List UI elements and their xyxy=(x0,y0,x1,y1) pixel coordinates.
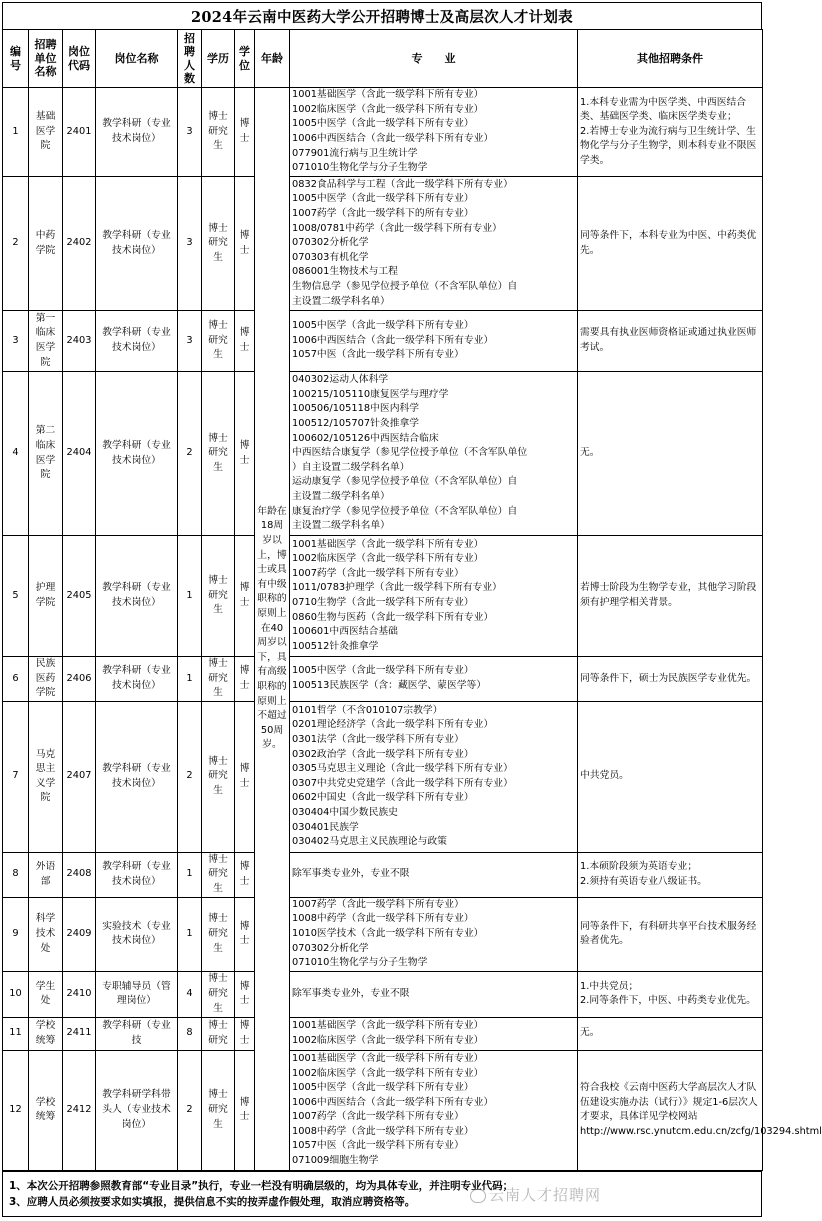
major-line: 070302分析化学 xyxy=(292,942,369,954)
cell-unit: 第一临床医学院 xyxy=(29,311,63,372)
cell-code: 2406 xyxy=(63,657,96,702)
major-line: 1005中医学（含此一级学科下所有专业） xyxy=(292,118,474,130)
cell-major xyxy=(290,897,578,971)
major-line: 除军事类专业外，专业不限 xyxy=(292,868,410,880)
cell-code: 2411 xyxy=(63,1017,96,1050)
cell-no: 4 xyxy=(3,372,29,536)
major-line: 1005中医学（含此一级学科下所有专业） xyxy=(292,193,474,205)
cell-no: 9 xyxy=(3,897,29,971)
cell-degree: 博士 xyxy=(235,701,255,852)
cell-degree: 博士 xyxy=(235,311,255,372)
table-row xyxy=(3,701,763,852)
cell-code: 2410 xyxy=(63,971,96,1017)
major-line: 0602中国史（含此一级学科下所有专业） xyxy=(292,792,474,804)
major-line: 1002临床医学（含此一级学科下所有专业） xyxy=(292,553,484,565)
major-line: 100215/105110康复医学与理疗学 xyxy=(292,388,449,400)
major-line: 1008中药学（含此一级学科下所有专业） xyxy=(292,1125,474,1137)
cell-post: 教学科研（专业技术岗位） xyxy=(96,852,178,897)
major-line: 1007药学（含此一级学科下的所有专业） xyxy=(292,208,474,220)
cell-no: 7 xyxy=(3,701,29,852)
header-age: 年龄 xyxy=(255,30,290,88)
major-line: 1006中西医结合（含此一级学科下所有专业） xyxy=(292,334,494,346)
header-cond: 其他招聘条件 xyxy=(578,30,763,88)
cell-no: 1 xyxy=(3,88,29,177)
cell-major xyxy=(290,88,578,177)
cell-code: 2412 xyxy=(63,1050,96,1170)
cell-post: 教学科研学科带头人（专业技术岗位） xyxy=(96,1050,178,1170)
major-line: 1011/0783护理学（含此一级学科下所有专业） xyxy=(292,582,502,594)
cell-count: 3 xyxy=(178,311,202,372)
cell-count: 2 xyxy=(178,1050,202,1170)
cell-edu: 博士研究生 xyxy=(202,536,235,657)
cell-post: 教学科研（专业技术岗位） xyxy=(96,177,178,311)
major-line: 0302政治学（含此一级学科下所有专业） xyxy=(292,748,474,760)
cell-no: 5 xyxy=(3,536,29,657)
cell-unit: 马克思主义学院 xyxy=(29,701,63,852)
cell-degree: 博士 xyxy=(235,1050,255,1170)
major-line: 100602/105126中西医结合临床 xyxy=(292,432,439,444)
cell-no: 8 xyxy=(3,852,29,897)
table-row xyxy=(3,372,763,536)
cell-major xyxy=(290,971,578,1017)
major-line: 1006中西医结合（含此一级学科下所有专业） xyxy=(292,133,494,144)
header-no: 编号 xyxy=(3,30,29,88)
cell-no: 10 xyxy=(3,971,29,1017)
cell-post: 教学科研（专业技术岗位） xyxy=(96,88,178,177)
cell-unit: 学生处 xyxy=(29,971,63,1017)
cell-degree: 博士 xyxy=(235,852,255,897)
cell-post: 教学科研（专业技术岗位） xyxy=(96,701,178,852)
major-line: 1001基础医学（含此一级学科下所有专业） xyxy=(292,89,484,101)
table-row xyxy=(3,971,763,1017)
cell-code: 2402 xyxy=(63,177,96,311)
major-line: 0301法学（含此一级学科下所有专业） xyxy=(292,734,464,745)
cell-count: 3 xyxy=(178,88,202,177)
cell-degree: 博士 xyxy=(235,897,255,971)
cell-degree: 博士 xyxy=(235,372,255,536)
cell-unit: 学校统筹 xyxy=(29,1017,63,1050)
table-row xyxy=(3,657,763,702)
cell-count: 1 xyxy=(178,897,202,971)
major-line: 030401民族学 xyxy=(292,821,359,833)
cell-unit: 民族医药学院 xyxy=(29,657,63,702)
cell-major xyxy=(290,657,578,702)
cell-cond: 同等条件下，本科专业为中医、中药类优先。 xyxy=(578,177,763,311)
cell-cond: 中共党员。 xyxy=(578,701,763,852)
cell-edu: 博士研究生 xyxy=(202,701,235,852)
cell-major xyxy=(290,311,578,372)
major-line: 中西医结合康复学（参见学位授予单位（不含军队单位 xyxy=(292,447,528,459)
major-line: 1005中医学（含此一级学科下所有专业） xyxy=(292,320,474,332)
cell-count: 1 xyxy=(178,536,202,657)
major-line: 100513民族医学（含：藏医学、蒙医学等） xyxy=(292,679,487,691)
cell-post: 专职辅导员（管理岗位） xyxy=(96,971,178,1017)
major-line: 071010生物化学与分子生物学 xyxy=(292,957,428,969)
cell-post: 教学科研（专业技 xyxy=(96,1017,178,1050)
cell-post: 实验技术（专业技术岗位） xyxy=(96,897,178,971)
major-line: 070302分析化学 xyxy=(292,237,369,249)
cell-unit: 科学技术处 xyxy=(29,897,63,971)
major-line: 086001生物技术与工程 xyxy=(292,266,398,278)
header-code: 岗位代码 xyxy=(63,30,96,88)
table-row xyxy=(3,177,763,311)
cell-major xyxy=(290,701,578,852)
major-line: 1001基础医学（含此一级学科下所有专业） xyxy=(292,1020,484,1032)
major-line: 071010生物化学与分子生物学 xyxy=(292,162,428,174)
cell-edu: 博士研究生 xyxy=(202,311,235,372)
major-line: 1005中医学（含此一级学科下所有专业） xyxy=(292,1082,474,1094)
major-line: 1007药学（含此一级学科下所有专业） xyxy=(292,1111,464,1123)
major-line: 康复治疗学（参见学位授予单位（不含军队单位）自 xyxy=(292,505,518,517)
cell-count: 2 xyxy=(178,701,202,852)
major-line: 1002临床医学（含此一级学科下所有专业） xyxy=(292,1034,484,1046)
cell-major xyxy=(290,1017,578,1050)
cell-edu: 博士研究生 xyxy=(202,88,235,177)
cell-degree: 博士 xyxy=(235,971,255,1017)
cell-code: 2403 xyxy=(63,311,96,372)
cell-no: 11 xyxy=(3,1017,29,1050)
cell-no: 2 xyxy=(3,177,29,311)
cell-edu: 博士研究生 xyxy=(202,177,235,311)
footer-note-1: 1、本次公开招聘参照教育部“专业目录”执行，专业一栏没有明确层级的，均为具体专业，并注明专业代码； xyxy=(9,1180,514,1192)
major-line: 0101哲学（不含010107宗教学） xyxy=(292,704,443,716)
major-line: 运动康复学（参见学位授予单位（不含军队单位）自 xyxy=(292,476,518,488)
cell-major xyxy=(290,852,578,897)
table-row xyxy=(3,311,763,372)
cell-post: 教学科研（专业技术岗位） xyxy=(96,657,178,702)
cell-unit: 基础医学院 xyxy=(29,88,63,177)
cell-edu: 博士研究生 xyxy=(202,1050,235,1170)
major-line: 1001基础医学（含此一级学科下所有专业） xyxy=(292,538,484,550)
major-line: 除军事类专业外，专业不限 xyxy=(292,987,410,999)
major-line: 1002临床医学（含此一级学科下所有专业） xyxy=(292,103,484,115)
major-line: 030404中国少数民族史 xyxy=(292,806,398,818)
major-line: 1057中医（含此一级学科下所有专业） xyxy=(292,1140,464,1152)
cell-unit: 中药学院 xyxy=(29,177,63,311)
table-body xyxy=(3,88,822,1171)
cell-degree: 博士 xyxy=(235,1017,255,1050)
major-line: 1008中药学（含此一级学科下所有专业） xyxy=(292,913,474,925)
cell-code: 2407 xyxy=(63,701,96,852)
cell-post: 教学科研（专业技术岗位） xyxy=(96,372,178,536)
cell-cond: 无。 xyxy=(578,1017,763,1050)
header-edu: 学历 xyxy=(202,30,235,88)
header-row xyxy=(3,30,763,88)
major-line: 100512针灸推拿学 xyxy=(292,640,379,652)
major-line: 030402马克思主义民族理论与政策 xyxy=(292,836,447,848)
cell-code: 2405 xyxy=(63,536,96,657)
cell-edu: 博士研究生 xyxy=(202,657,235,702)
table-row xyxy=(3,897,763,971)
cell-code: 2401 xyxy=(63,88,96,177)
cell-count: 4 xyxy=(178,971,202,1017)
major-line: ）自主设置二级学科名单） xyxy=(292,461,410,473)
major-line: 1001基础医学（含此一级学科下所有专业） xyxy=(292,1052,484,1064)
cell-post: 教学科研（专业技术岗位） xyxy=(96,536,178,657)
major-line: 1057中医（含此一级学科下所有专业） xyxy=(292,349,464,361)
cell-count: 1 xyxy=(178,852,202,897)
cell-unit: 护理学院 xyxy=(29,536,63,657)
watermark-text: 云南人才招聘网 xyxy=(489,1186,602,1204)
cell-edu: 博士研究生 xyxy=(202,897,235,971)
major-line: 0307中共党史党建学（含此一级学科下所有专业） xyxy=(292,777,513,789)
major-line: 1010医学技术（含此一级学科下所有专业） xyxy=(292,927,484,939)
table-row xyxy=(3,536,763,657)
major-line: 主设置二级学科名单） xyxy=(292,490,390,502)
cell-count: 1 xyxy=(178,657,202,702)
table-row xyxy=(3,852,763,897)
cell-count: 2 xyxy=(178,372,202,536)
cell-cond: 需要具有执业医师资格证或通过执业医师考试。 xyxy=(578,311,763,372)
major-line: 主设置二级学科名单） xyxy=(292,295,390,307)
cell-major xyxy=(290,1050,578,1170)
footer-notes xyxy=(2,1171,762,1217)
cell-degree: 博士 xyxy=(235,88,255,177)
cell-unit: 学校统筹 xyxy=(29,1050,63,1170)
cell-unit: 第二临床医学院 xyxy=(29,372,63,536)
cell-major xyxy=(290,177,578,311)
footer-note-3: 3、应聘人员必须按要求如实填报，提供信息不实的按弄虚作假处理，取消应聘资格等。 xyxy=(9,1196,416,1208)
cell-no: 6 xyxy=(3,657,29,702)
cell-major xyxy=(290,536,578,657)
major-line: 1002临床医学（含此一级学科下所有专业） xyxy=(292,1067,484,1079)
header-major: 专 业 xyxy=(290,30,578,88)
major-line: 1005中医学（含此一级学科下所有专业） xyxy=(292,665,474,677)
cell-code: 2408 xyxy=(63,852,96,897)
cell-major xyxy=(290,372,578,536)
major-line: 070303有机化学 xyxy=(292,251,369,263)
major-line: 0860生物与医药（含此一级学科下所有专业） xyxy=(292,611,494,623)
header-count: 招聘人数 xyxy=(178,30,202,88)
major-line: 100601中西医结合基础 xyxy=(292,626,398,638)
header-post: 岗位名称 xyxy=(96,30,178,88)
cell-degree: 博士 xyxy=(235,177,255,311)
cell-edu: 博士研究生 xyxy=(202,372,235,536)
cell-age: 年龄在18周岁以上，博士或具有中级职称的原则上在40周岁以下，具有高级职称的原则上不超过50周岁。 xyxy=(255,88,290,1171)
cell-cond: 若博士阶段为生物学专业，其他学习阶段须有护理学相关背景。 xyxy=(578,536,763,657)
major-line: 071009细胞生物学 xyxy=(292,1155,379,1167)
major-line: 0710生物学（含此一级学科下所有专业） xyxy=(292,597,474,608)
recruitment-table xyxy=(2,29,822,1171)
watermark xyxy=(470,1184,601,1205)
header-unit: 招聘单位名称 xyxy=(29,30,63,88)
header-degree: 学位 xyxy=(235,30,255,88)
cell-no: 12 xyxy=(3,1050,29,1170)
cell-cond: 1.中共党员； 2.同等条件下，中医、中药类专业优先。 xyxy=(578,971,763,1017)
major-line: 生物信息学（参见学位授予单位（不含军队单位）自 xyxy=(292,280,518,292)
table-row xyxy=(3,88,763,177)
cell-code: 2409 xyxy=(63,897,96,971)
cell-cond: 同等条件下，有科研共享平台技术服务经验者优先。 xyxy=(578,897,763,971)
cell-cond: 符合我校《云南中医药大学高层次人才队伍建设实施办法（试行）》规定1-6层次人才要求，具体详见学校网站http://www.rsc.ynutcm.edu.cn/zcfg/103294.shtml xyxy=(578,1050,763,1170)
cell-edu: 博士研究生 xyxy=(202,852,235,897)
major-line: 0201理论经济学（含此一级学科下所有专业） xyxy=(292,719,494,731)
cell-cond: 1.本硕阶段须为英语专业； 2.须持有英语专业八级证书。 xyxy=(578,852,763,897)
major-line: 1008/0781中药学（含此一级学科下所有专业） xyxy=(292,222,502,234)
cell-edu: 博士研究 xyxy=(202,1017,235,1050)
cell-degree: 博士 xyxy=(235,536,255,657)
cell-count: 8 xyxy=(178,1017,202,1050)
major-line: 1007药学（含此一级学科下所有专业） xyxy=(292,567,464,579)
cell-unit: 外语部 xyxy=(29,852,63,897)
major-line: 1006中西医结合（含此一级学科下所有专业） xyxy=(292,1096,494,1108)
cell-cond: 1.本科专业需为中医学类、中西医结合类、基础医学类、临床医学类专业； 2.若博士专业为流行病与卫生统计学、生物化学与分子生物学，则本科专业不限医学类。 xyxy=(578,88,763,177)
major-line: 0305马克思主义理论（含此一级学科下所有专业） xyxy=(292,763,513,775)
cell-no: 3 xyxy=(3,311,29,372)
major-line: 040302运动人体科学 xyxy=(292,374,389,386)
cell-cond: 同等条件下，硕士为民族医学专业优先。 xyxy=(578,657,763,702)
cell-code: 2404 xyxy=(63,372,96,536)
page-title: 2024年云南中医药大学公开招聘博士及高层次人才计划表 xyxy=(2,2,762,30)
cell-count: 3 xyxy=(178,177,202,311)
table-row xyxy=(3,1017,763,1050)
cell-edu: 博士研究生 xyxy=(202,971,235,1017)
wechat-icon xyxy=(470,1189,486,1203)
cell-degree: 博士 xyxy=(235,657,255,702)
major-line: 100506/105118中医内科学 xyxy=(292,403,420,415)
major-line: 100512/105707针灸推拿学 xyxy=(292,418,420,430)
major-line: 0832食品科学与工程（含此一级学科下所有专业） xyxy=(292,178,513,190)
cell-cond: 无。 xyxy=(578,372,763,536)
major-line: 077901流行病与卫生统计学 xyxy=(292,147,418,159)
major-line: 1007药学（含此一级学科下所有专业） xyxy=(292,898,464,910)
major-line: 主设置二级学科名单） xyxy=(292,520,390,532)
table-row xyxy=(3,1050,763,1170)
cell-post: 教学科研（专业技术岗位） xyxy=(96,311,178,372)
